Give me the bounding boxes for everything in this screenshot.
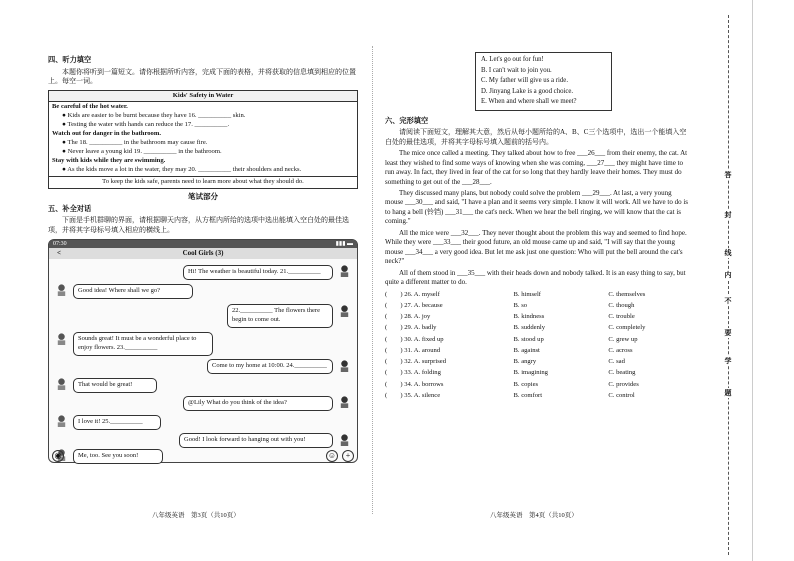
section4-instruction: 本题你将听到一篇短文。请你根据所听内容，完成下面的表格，并将获取的信息填到相应的位置上。每空一词。 xyxy=(48,67,356,86)
choice-row: ( ) 35. A. silence B. comfort C. control xyxy=(385,391,635,399)
choice-row: ( ) 34. A. borrows B. copies C. provides xyxy=(385,380,639,388)
blank-item-20: ● As the kids move a lot in the water, they may 20. __________ their shoulders and necks. xyxy=(62,165,302,173)
chat-message: Good idea! Where shall we go? xyxy=(73,284,193,299)
section5-title: 五、补全对话 xyxy=(48,204,92,213)
binding-char: 题 xyxy=(721,388,735,398)
cloze-paragraph: They discussed many plans, but nobody could solve the problem ___29___. At last, a very young mouse ___30___ and said, "I have a plan and it seems very simple. I know it will work. All we have to do is to hang a bell (铃铛) ___31___ the cat's neck. When we hear the bell ringing, we will know that the cat is coming." xyxy=(385,189,689,226)
chat-header xyxy=(49,248,357,259)
choice-row: ( ) 31. A. around B. against C. across xyxy=(385,346,633,354)
section6-instruction: 请阅读下面短文，理解其大意，然后从每小题所给的A、B、C三个选项中，选出一个能填入空白处的最佳选项，并将其字母标号填入题前的括号内。 xyxy=(385,128,687,146)
options-box xyxy=(475,52,612,111)
written-part-title: 笔试部分 xyxy=(188,191,218,201)
group-head: Stay with kids while they are swimming. xyxy=(52,156,166,164)
back-icon[interactable]: < xyxy=(57,249,61,258)
table-title: Kids' Safety in Water xyxy=(49,90,358,102)
avatar-icon xyxy=(338,359,351,372)
chat-message: Good! I look forward to hanging out with you! xyxy=(179,433,333,448)
plus-icon[interactable]: + xyxy=(342,450,354,462)
choice-row: ( ) 28. A. joy B. kindness C. trouble xyxy=(385,313,635,321)
binding-line xyxy=(728,15,729,555)
blank-item-17: ● Testing the water with hands can reduce the 17. __________. xyxy=(62,121,230,129)
phone-chat-screen xyxy=(48,239,358,463)
table-group xyxy=(49,102,358,176)
avatar-icon xyxy=(55,377,68,390)
section5-instruction: 下面是手机群聊的界面，请根据聊天内容，从方框内所给的选项中选出能填入空白处的最佳选项，并将其字母标号填入相应的横线上。 xyxy=(48,216,349,234)
kids-safety-table xyxy=(48,90,358,189)
binding-char: 学 xyxy=(721,356,735,366)
blank-item-16: ● Kids are easier to be burnt because they have 16. __________ skin. xyxy=(62,112,246,120)
choice-row: ( ) 27. A. because B. so C. though xyxy=(385,301,635,309)
signal-icon: ▮▮▮ ▬ xyxy=(335,241,353,248)
avatar-icon xyxy=(338,264,351,277)
avatar-icon xyxy=(338,433,351,446)
binding-char: 答 xyxy=(721,170,735,180)
option-b: B. I can't wait to join you. xyxy=(481,66,552,74)
choice-row: ( ) 30. A. fixed up B. stood up C. grew up xyxy=(385,335,638,343)
chat-message-24: Come to my home at 10:00. 24.__________ xyxy=(207,359,333,374)
chat-message-22: 22.__________ The flowers there begin to come out. xyxy=(227,304,333,328)
page-edge xyxy=(752,0,753,561)
column-divider xyxy=(372,46,373,514)
blank-item-19: ● Never leave a young kid 19. __________ in the bathroom. xyxy=(62,147,222,155)
avatar-icon xyxy=(55,414,68,427)
emoji-icon[interactable]: ☺ xyxy=(327,451,337,461)
avatar-icon xyxy=(338,395,351,408)
table-footer: To keep the kids safe, parents need to learn more about what they should do. xyxy=(49,176,358,188)
blank-item-18: ● The 18. __________ in the bathroom may cause fire. xyxy=(62,139,208,147)
choices-table xyxy=(385,289,691,402)
status-bar xyxy=(49,240,357,248)
left-column xyxy=(48,54,358,462)
section4-title: 四、听力填空 xyxy=(48,56,92,64)
chat-message: Me, too. See you soon! xyxy=(73,449,163,464)
binding-char: 要 xyxy=(721,328,735,338)
binding-char: 内 xyxy=(721,270,735,280)
cloze-paragraph: All the mice were ___32___. They never thought about the problem this way and seemed to find hope. While they were ___33___ their good future, an old mouse came up and said, "I will say that the young mouse ___34___ a very good idea. But let me ask just one question: Who will put the bell around the cat's neck?" xyxy=(385,228,687,266)
binding-char: 封 xyxy=(721,210,735,220)
status-time: 07:30 xyxy=(53,241,67,248)
footer-page3: 八年级英语 第3页（共10页） xyxy=(152,512,240,519)
binding-char: 不 xyxy=(721,296,735,306)
chat-message: That would be great! xyxy=(73,378,157,393)
option-e: E. When and where shall we meet? xyxy=(481,98,577,106)
chat-message-25: I love it! 25.__________ xyxy=(73,415,161,430)
cloze-paragraph: All of them stood in ___35___ with their heads down and nobody talked. It is an easy thing to say, but quite a different matter to do. xyxy=(385,268,686,286)
binding-char: 线 xyxy=(721,248,735,258)
group-head: Be careful of the hot water. xyxy=(52,103,128,111)
choice-row: ( ) 29. A. badly B. suddenly C. completely xyxy=(385,324,646,332)
chat-input-bar xyxy=(48,450,358,462)
section6-title: 六、完形填空 xyxy=(385,116,429,125)
right-column xyxy=(385,54,691,402)
avatar-icon xyxy=(338,304,351,317)
cloze-paragraph: The mice once called a meeting. They talked about how to free ___26___ from their enemy, the cat. At least they wished to find some ways of knowing when she was coming, ___27___ they might have time to run away. In fact, they lived in fear of the cat for so long that they hardly leave their homes. They must do something to get out of the ___28___. xyxy=(385,149,688,186)
group-head: Watch out for danger in the bathroom. xyxy=(52,130,161,138)
chat-message-21: Hi! The weather is beautiful today. 21.__________ xyxy=(183,265,333,280)
avatar-icon xyxy=(55,332,68,345)
option-d: D. Jinyang Lake is a good choice. xyxy=(481,87,574,95)
chat-message: @Lily What do you think of the idea? xyxy=(183,396,333,411)
footer-page4: 八年级英语 第4页（共10页） xyxy=(490,512,578,519)
voice-icon[interactable]: ◉ xyxy=(52,450,64,462)
avatar-icon xyxy=(55,283,68,296)
option-c: C. My father will give us a ride. xyxy=(481,77,569,85)
chat-title: Cool Girls (3) xyxy=(182,249,224,258)
choice-row: ( ) 26. A. myself B. himself C. themselves xyxy=(385,290,646,298)
option-a: A. Let's go out for fun! xyxy=(481,56,544,63)
choice-row: ( ) 33. A. folding B. imagining C. beating xyxy=(385,369,636,377)
chat-message-23: Sounds great! It must be a wonderful place to enjoy flowers. 23.__________ xyxy=(73,332,213,356)
choice-row: ( ) 32. A. surprised B. angry C. sad xyxy=(385,358,625,366)
